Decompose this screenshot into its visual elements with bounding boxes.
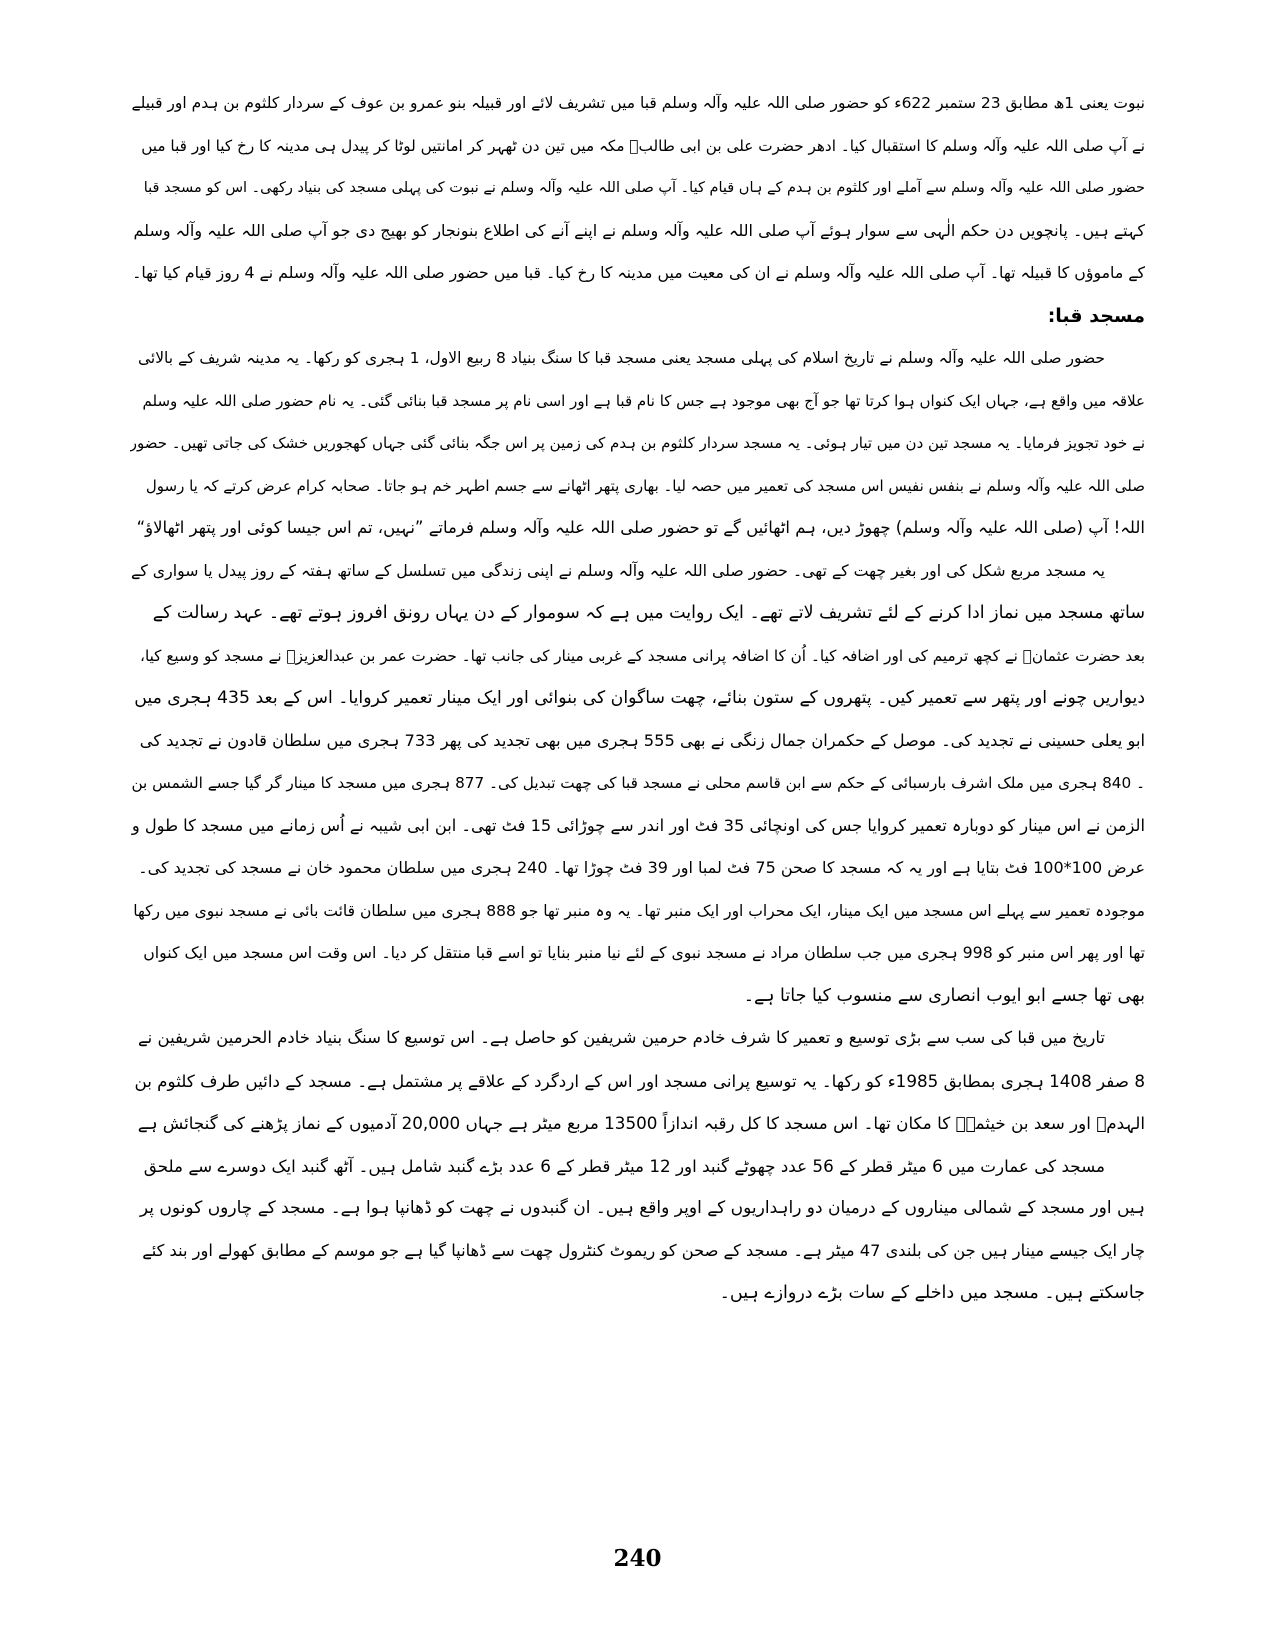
text-line: نبوت یعنی 1ھ مطابق 23 ستمبر 622ء کو حضور صلی اللہ علیہ وآلہ وسلم قبا میں تشریف لائے اور قبیلہ بنو عمرو بن عوف کے سردار کلثوم بن ہدم اور قبیلے [131,94,1145,112]
text-line: چار ایک جیسے مینار ہیں جن کی بلندی 47 میٹر ہے۔ مسجد کے صحن کو ریموٹ کنٹرول چھت سے ڈھانپا گیا ہے جو موسم کے مطابق کھولے اور بند کئے [142,1240,1145,1260]
paragraph-history [130,550,1145,1018]
text-line: مسجد کی عمارت میں 6 میٹر قطر کے 56 عدد چھوٹے گنبد اور 12 میٹر قطر کے 6 عدد بڑے گنبد شامل ہیں۔ آٹھ گنبد ایک دوسرے سے ملحق [143,1155,1105,1176]
text-line: کہتے ہیں۔ پانچویں دن حکم الٰہی سے سوار ہوئے آپ صلی اللہ علیہ وآلہ وسلم نے اپنے آنے کی اطلاع بنونجار کو بھیج دی جو آپ صلی اللہ علیہ وآلہ وسلم [133,220,1145,240]
text-line: تاریخ میں قبا کی سب سے بڑی توسیع و تعمیر کا شرف خادم حرمین شریفین کو حاصل ہے۔ اس توسیع کا سنگ بنیاد خادم الحرمین شریفین نے [138,1028,1105,1047]
text-line: حضور صلی اللہ علیہ وآلہ وسلم نے تاریخ اسلام کی پہلی مسجد یعنی مسجد قبا کا سنگ بنیاد 8 ربیع الاول، 1 ہجری کو رکھا۔ یہ مدینہ شریف کے بالائی [137,349,1105,367]
paragraph-architecture [130,1145,1145,1315]
text-line: صلی اللہ علیہ وآلہ وسلم نے بنفس نفیس اس مسجد کی تعمیر میں حصہ لیا۔ بھاری پتھر اٹھانے سے جسم اطہر خم ہو جاتا۔ صحابہ کرام عرض کرتے کہ یا رسول [145,476,1145,495]
text-line: تھا اور پھر اس منبر کو 998 ہجری میں جب سلطان مراد نے مسجد نبوی کے لئے نیا منبر بنایا تو اسے قبا منتقل کر دیا۔ اس وقت اس مسجد میں ایک کنواں [143,943,1145,962]
text-line: جاسکتے ہیں۔ مسجد میں داخلے کے سات بڑے دروازے ہیں۔ [719,1283,1145,1303]
text-line: موجودہ تعمیر سے پہلے اس مسجد میں ایک مینار، ایک محراب اور ایک منبر تھا۔ یہ وہ منبر تھا جو 888 ہجری میں سلطان قائت بائی نے مسجد نبوی میں رکھا [133,901,1145,920]
paragraph-foundation [130,337,1145,550]
text-line: الہدمؓ اور سعد بن خیثمہؓ کا مکان تھا۔ اس مسجد کا کل رقبہ اندازاً 13500 مربع میٹر ہے جہاں 20,000 آدمیوں کے نماز پڑھنے کی گنجائش ہے [137,1113,1145,1133]
text-line: حضور صلی اللہ علیہ وآلہ وسلم سے آملے اور کلثوم بن ہدم کے ہاں قیام کیا۔ آپ صلی اللہ علیہ وآلہ وسلم نے نبوت کی پہلی مسجد کی بنیاد رکھی۔ اس کو مسجد قبا [143,180,1145,196]
text-line: 8 صفر 1408 ہجری بمطابق 1985ء کو رکھا۔ یہ توسیع پرانی مسجد اور اس کے اردگرد کے علاقے پر مشتمل ہے۔ مسجد کے دائیں طرف کلثوم بن [134,1070,1145,1091]
text-line: کے ماموؤں کا قبیلہ تھا۔ آپ صلی اللہ علیہ وآلہ وسلم نے ان کی معیت میں مدینہ کا رخ کیا۔ قبا میں حضور صلی اللہ علیہ وآلہ وسلم نے 4 روز قیام کیا تھا۔ [132,263,1145,282]
page-number: 240 [613,1545,662,1572]
text-line: نے خود تجویز فرمایا۔ یہ مسجد تین دن میں تیار ہوئی۔ یہ مسجد سردار کلثوم بن ہدم کی زمین پر اس جگہ بنائی گئی جہاں کھجوریں خشک کی جاتی تھیں۔ حضور [130,434,1145,452]
page-body [130,82,1145,1315]
text-line: عرض 100*100 فٹ بتایا ہے اور یہ کہ مسجد کا صحن 75 فٹ لمبا اور 39 فٹ چوڑا تھا۔ 240 ہجری میں سلطان محمود خان نے مسجد کی تجدید کی۔ [138,858,1145,877]
text-line: دیواریں چونے اور پتھر سے تعمیر کیں۔ پتھروں کے ستون بنائے، چھت ساگوان کی بنوائی اور ایک مینار تعمیر کروایا۔ اس کے بعد 435 ہجری میں [134,688,1145,708]
text-line: اللہ! آپ (صلی اللہ علیہ وآلہ وسلم) چھوڑ دیں، ہم اٹھائیں گے تو حضور صلی اللہ علیہ وآلہ وسلم فرماتے ”نہیں، تم اس جیسا کوئی اور پتھر اٹھالاؤ“ [136,518,1145,537]
text-line: ابو یعلی حسینی نے تجدید کی۔ موصل کے حکمران جمال زنگی نے بھی 555 ہجری میں بھی تجدید کی پھر 733 ہجری میں سلطان قادون نے تجدید کی [139,730,1145,750]
text-line: یہ مسجد مربع شکل کی اور بغیر چھت کے تھی۔ حضور صلی اللہ علیہ وآلہ وسلم نے اپنی زندگی میں تسلسل کے ساتھ ہفتہ کے روز پیدل یا سواری کے [131,560,1105,580]
text-line: بھی تھا جسے ابو ایوب انصاری سے منسوب کیا جاتا ہے۔ [743,985,1145,1006]
text-line: ہیں اور مسجد کے شمالی میناروں کے درمیان دو راہداریوں کے اوپر واقع ہیں۔ ان گنبدوں نے چھت کو ڈھانپا ہوا ہے۔ مسجد کے چاروں کونوں پر [139,1198,1145,1218]
paragraph-arrival-quba [130,82,1145,295]
text-line: الزمن نے اس مینار کو دوبارہ تعمیر کروایا جس کی اونچائی 35 فٹ اور اندر سے چوڑائی 15 فٹ تھی۔ ابن ابی شیبہ نے اُس زمانے میں مسجد کا طول و [131,815,1145,835]
section-heading: مسجد قبا: [1047,304,1145,327]
text-line: ساتھ مسجد میں نماز ادا کرنے کے لئے تشریف لاتے تھے۔ ایک روایت میں ہے کہ سوموار کے دن یہاں رونق افروز ہوتے تھے۔ عہد رسالت کے [152,603,1145,623]
text-line: بعد حضرت عثمانؓ نے کچھ ترمیم کی اور اضافہ کیا۔ اُن کا اضافہ پرانی مسجد کے غربی مینار کی جانب تھا۔ حضرت عمر بن عبدالعزیزؒ نے مسجد کو وسیع کیا، [140,646,1145,665]
paragraph-expansion [130,1017,1145,1145]
text-line: ۔ 840 ہجری میں ملک اشرف بارسبائی کے حکم سے ابن قاسم محلی نے مسجد قبا کی چھت تبدیل کی۔ 877 ہجری میں مسجد کا مینار گر گیا جسے الشمس بن [131,774,1145,792]
text-line: نے آپ صلی اللہ علیہ وآلہ وسلم کا استقبال کیا۔ ادھر حضرت علی بن ابی طالبؓ مکہ میں تین دن ٹھہر کر امانتیں لوٹا کر پیدل ہی مدینہ کا رخ کیا اور قبا میں [141,136,1145,155]
text-line: علاقہ میں واقع ہے، جہاں ایک کنواں ہوا کرتا تھا جو آج بھی موجود ہے جس کا نام قبا ہے اور اسی نام پر مسجد قبا بنائی گئی۔ یہ نام حضور صلی اللہ علیہ وسلم [142,391,1145,410]
